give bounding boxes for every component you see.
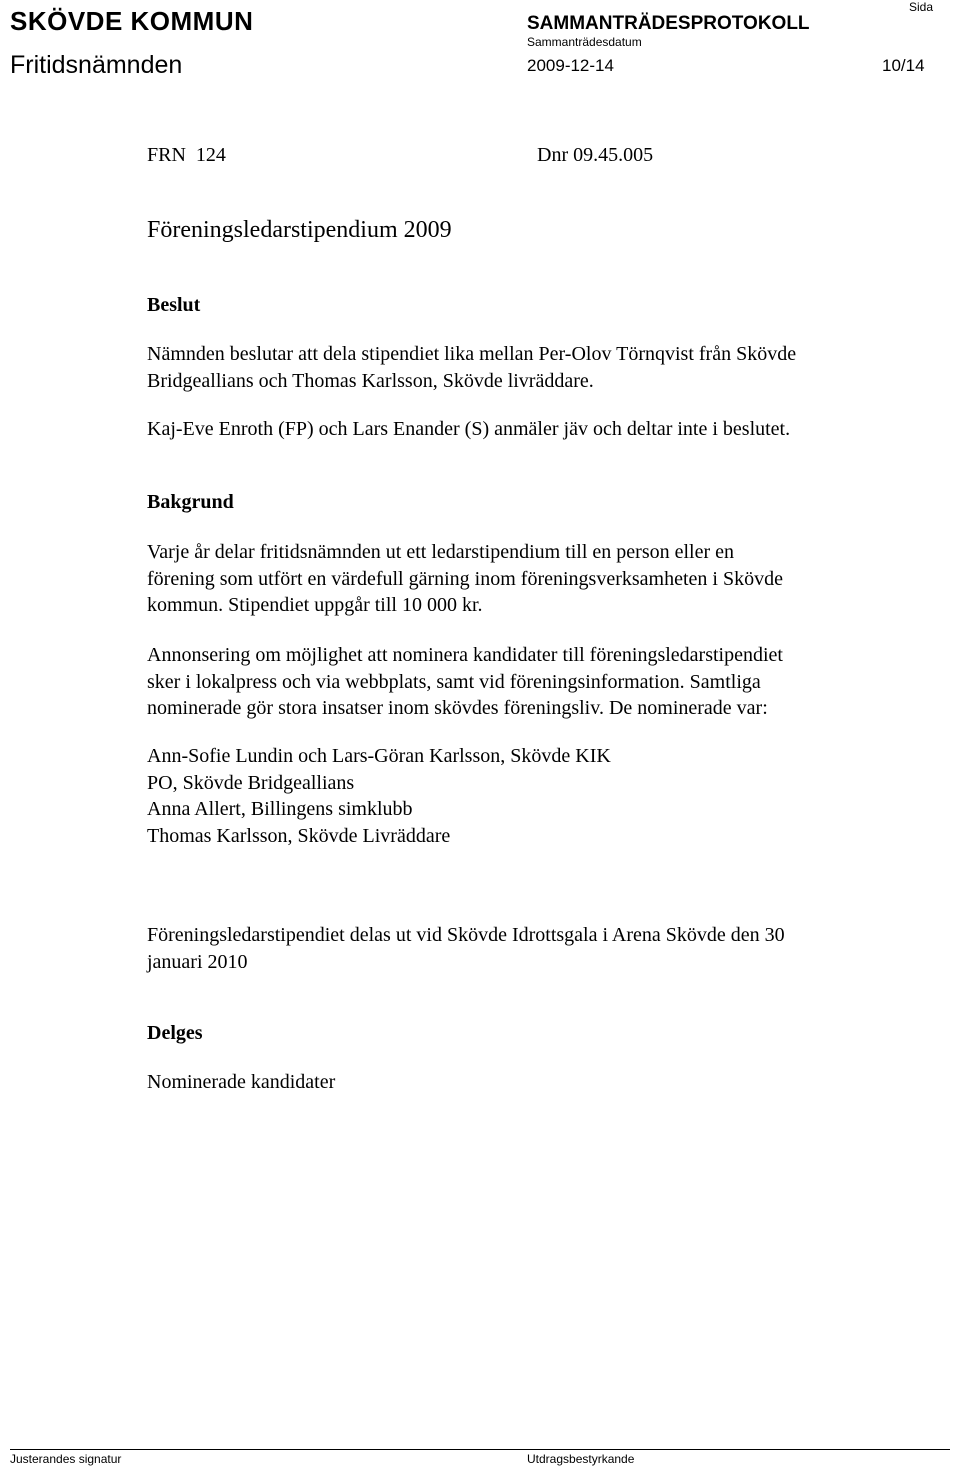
- paragraph-line: kommun. Stipendiet uppgår till 10 000 kr.: [147, 594, 483, 616]
- footer-divider: [10, 1449, 950, 1450]
- nominee-item: Ann-Sofie Lundin och Lars-Göran Karlsson, Skövde KIK: [147, 745, 611, 767]
- decision-text: [147, 341, 927, 394]
- decision-line: Bridgeallians och Thomas Karlsson, Skövde livräddare.: [147, 369, 594, 392]
- page-number: 10/14: [882, 56, 925, 75]
- signature-label: Justerandes signatur: [10, 1452, 122, 1466]
- paragraph-line: sker i lokalpress och via webbplats, samt vid föreningsinformation. Samtliga: [147, 670, 761, 693]
- diary-number: Dnr 09.45.005: [537, 144, 654, 166]
- distribution-heading: Delges: [147, 1022, 203, 1044]
- conflict-line: Kaj-Eve Enroth (FP) och Lars Enander (S) anmäler jäv och deltar inte i beslutet.: [147, 418, 791, 440]
- paragraph-line: förening som utfört en värdefull gärning inom föreningsverksamheten i Skövde: [147, 567, 783, 590]
- decision-line: Nämnden beslutar att dela stipendiet lika mellan Per-Olov Törnqvist från Skövde: [147, 343, 797, 365]
- paragraph-line: Annonsering om möjlighet att nominera kandidater till föreningsledarstipendiet: [147, 644, 783, 666]
- case-title: Föreningsledarstipendium 2009: [147, 217, 452, 243]
- paragraph-line: januari 2010: [147, 950, 248, 973]
- committee-name: Fritidsnämnden: [10, 51, 183, 79]
- nominee-list: [147, 743, 927, 849]
- background-paragraph-1: [147, 539, 927, 619]
- award-ceremony-note: [147, 922, 927, 975]
- conflict-of-interest-note: [147, 416, 927, 443]
- background-paragraph-2: [147, 642, 927, 722]
- paragraph-line: Föreningsledarstipendiet delas ut vid Skövde Idrottsgala i Arena Skövde den 30: [147, 924, 785, 946]
- decision-heading: Beslut: [147, 294, 201, 316]
- paragraph-number: FRN 124: [147, 144, 226, 166]
- nominee-item: PO, Skövde Bridgeallians: [147, 771, 355, 794]
- background-heading: Bakgrund: [147, 491, 234, 513]
- paragraph-line: nominerade gör stora insatser inom skövdes föreningsliv. De nominerade var:: [147, 697, 768, 719]
- nominee-item: Anna Allert, Billingens simklubb: [147, 798, 413, 820]
- meeting-date: 2009-12-14: [527, 56, 614, 75]
- protocol-title: SAMMANTRÄDESPROTOKOLL: [527, 13, 810, 34]
- page-label: Sida: [909, 0, 934, 14]
- date-label: Sammanträdesdatum: [527, 35, 642, 49]
- skovde-kommun-logo: SKÖVDE KOMMUN: [10, 6, 254, 36]
- distribution-recipient: Nominerade kandidater: [147, 1071, 336, 1093]
- extract-certification-label: Utdragsbestyrkande: [527, 1452, 635, 1466]
- paragraph-line: Varje år delar fritidsnämnden ut ett ledarstipendium till en person eller en: [147, 541, 735, 563]
- nominee-item: Thomas Karlsson, Skövde Livräddare: [147, 824, 451, 847]
